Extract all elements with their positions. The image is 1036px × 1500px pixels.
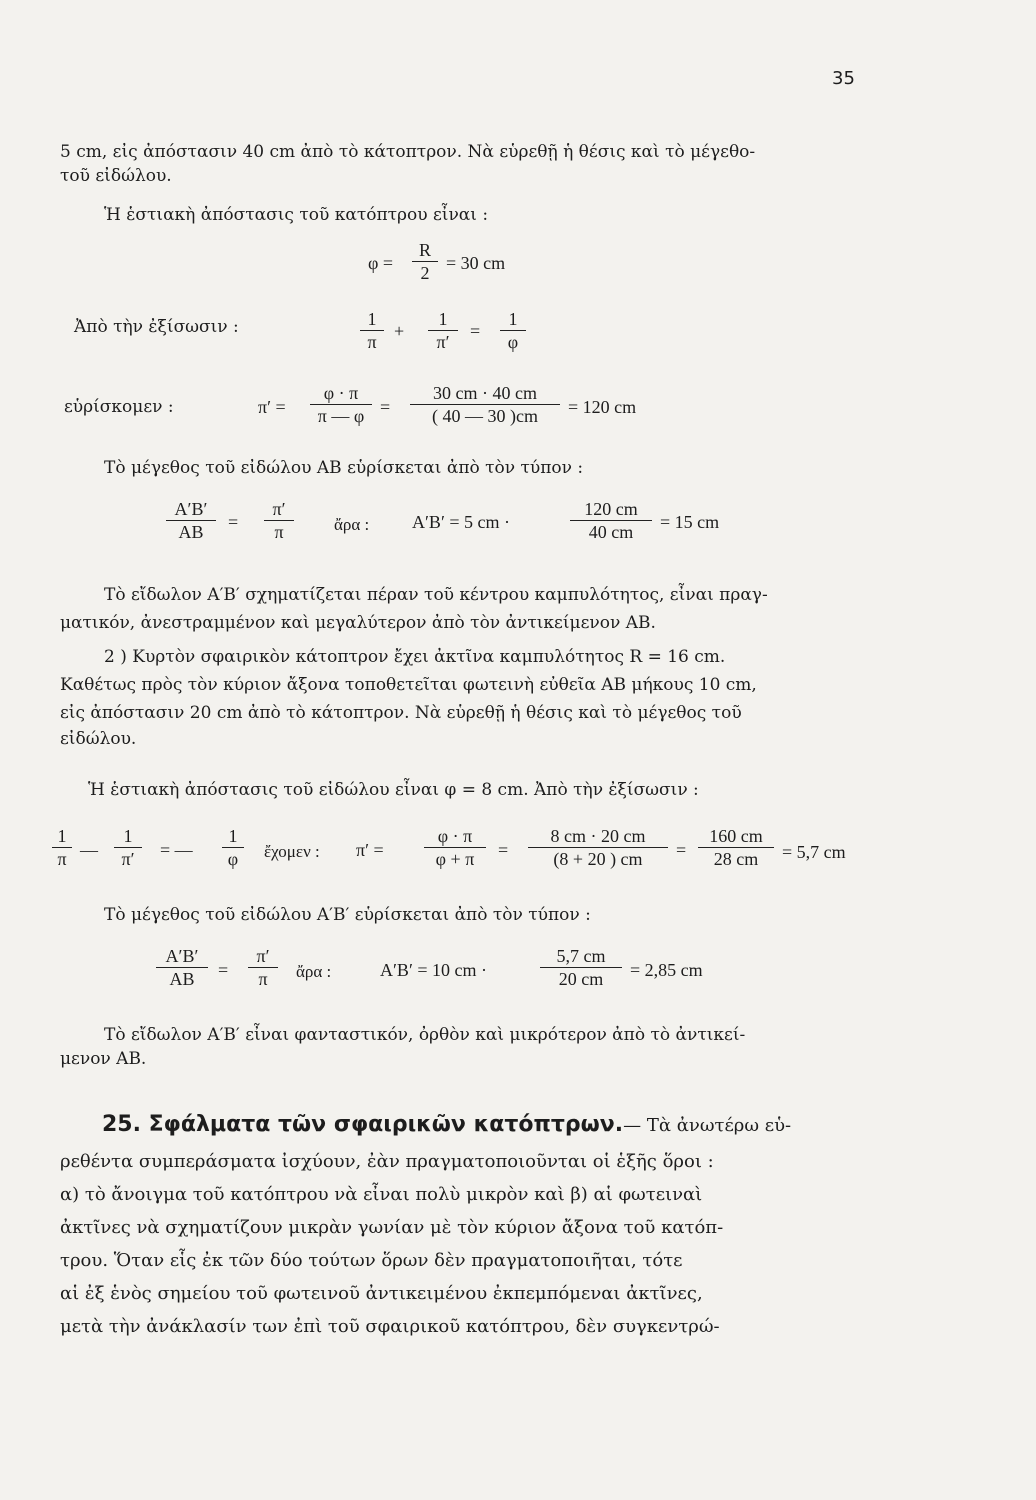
text-line: α) τὸ ἄνοιγμα τοῦ κατόπτρου νὰ εἶναι πολὺ μικρὸν καὶ β) αἱ φωτειναὶ	[60, 1184, 703, 1205]
text-line: Ἡ ἑστιακὴ ἀπόστασις τοῦ κατόπτρου εἶναι :	[104, 205, 489, 225]
eq-operator: =	[498, 840, 509, 860]
fraction-numerator: 120 cm	[570, 499, 652, 521]
fraction	[52, 826, 72, 869]
eq-operator: =	[470, 321, 481, 341]
text-line: μετὰ τὴν ἀνάκλασίν των ἐπὶ τοῦ σφαιρικοῦ κατόπτρου, δὲν συγκεντρώ-	[60, 1316, 720, 1337]
fraction-numerator: 30 cm · 40 cm	[410, 383, 560, 405]
fraction-numerator: 1	[222, 826, 244, 848]
text-line: 2 ) Κυρτὸν σφαιρικὸν κάτοπτρον ἔχει ἀκτῖνα καμπυλότητος R = 16 cm.	[104, 647, 726, 667]
text-line: Καθέτως πρὸς τὸν κύριον ἄξονα τοποθετεῖται φωτεινὴ εὐθεῖα ΑΒ μήκους 10 cm,	[60, 675, 757, 695]
fraction-numerator: 1	[500, 309, 526, 331]
fraction-denominator: π	[258, 969, 268, 989]
text-line: τρου. Ὅταν εἷς ἐκ τῶν δύο τούτων ὅρων δὲν πραγματοποιῆται, τότε	[60, 1250, 683, 1271]
fraction-denominator: π	[57, 849, 67, 869]
fraction-numerator: 1	[360, 309, 384, 331]
fraction-denominator: ΑΒ	[169, 969, 195, 989]
text-line: μενον ΑΒ.	[60, 1049, 147, 1069]
fraction	[310, 383, 372, 426]
text-ara: ἄρα :	[296, 962, 332, 981]
text-line: Ἀπὸ τὴν ἐξίσωσιν :	[74, 317, 239, 337]
eq-operator: —	[80, 840, 98, 860]
eq-operator: =	[218, 960, 229, 980]
fraction-numerator: φ · π	[424, 826, 486, 848]
fraction-denominator: π	[274, 522, 284, 542]
fraction-denominator: π — φ	[317, 406, 365, 426]
fraction	[698, 826, 774, 869]
text-line: Ἡ ἑστιακὴ ἀπόστασις τοῦ εἰδώλου εἶναι φ = 8 cm. Ἀπὸ τὴν ἐξίσωσιν :	[88, 780, 699, 800]
fraction-numerator: 160 cm	[698, 826, 774, 848]
eq-lhs: π′ =	[356, 840, 384, 860]
eq-lhs: φ =	[368, 253, 394, 273]
fraction	[222, 826, 244, 869]
eq-rhs: = 5,7 cm	[782, 842, 846, 862]
fraction-numerator: R	[412, 240, 438, 262]
fraction-denominator: 2	[420, 263, 430, 283]
fraction	[412, 240, 438, 283]
eq-rhs: = 30 cm	[446, 253, 506, 273]
fraction-numerator: π′	[264, 499, 294, 521]
text-line: εἰς ἀπόστασιν 20 cm ἀπὸ τὸ κάτοπτρον. Νὰ εὑρεθῇ ἡ θέσις καὶ τὸ μέγεθος τοῦ	[60, 703, 742, 723]
fraction	[360, 309, 384, 352]
fraction-denominator: π′	[121, 849, 135, 869]
section-first-line	[102, 1112, 791, 1139]
text-line: ρεθέντα συμπεράσματα ἰσχύουν, ἐὰν πραγματοποιοῦνται οἱ ἑξῆς ὅροι :	[60, 1151, 714, 1172]
text-line: ἀκτῖνες νὰ σχηματίζουν μικρὰν γωνίαν μὲ τὸν κύριον ἄξονα τοῦ κατόπ-	[60, 1217, 724, 1238]
text-line: τοῦ εἰδώλου.	[60, 166, 172, 186]
text-line: Τὸ μέγεθος τοῦ εἰδώλου Α′Β′ εὑρίσκεται ἀπὸ τὸν τύπον :	[104, 905, 591, 925]
fraction-denominator: π	[367, 332, 377, 352]
eq-rhs: = 15 cm	[660, 512, 720, 532]
fraction-denominator: 40 cm	[588, 522, 634, 542]
fraction	[540, 946, 622, 989]
text-line: αἱ ἐξ ἑνὸς σημείου τοῦ φωτεινοῦ ἀντικειμένου ἐκπεμπόμεναι ἀκτῖνες,	[60, 1283, 703, 1304]
text-line: εὑρίσκομεν :	[64, 397, 174, 417]
text-line: Τὸ εἴδωλον Α′Β′ εἶναι φανταστικόν, ὀρθὸν καὶ μικρότερον ἀπὸ τὸ ἀντικεί-	[104, 1025, 746, 1045]
page-number: 35	[832, 68, 855, 89]
text-ara: ἄρα :	[334, 515, 370, 534]
section-heading: 25. Σφάλματα τῶν σφαιρικῶν κατόπτρων.	[102, 1112, 624, 1137]
fraction-numerator: π′	[248, 946, 278, 968]
fraction-denominator: π′	[436, 332, 450, 352]
fraction-numerator: φ · π	[310, 383, 372, 405]
fraction-numerator: 5,7 cm	[540, 946, 622, 968]
eq-operator: =	[228, 512, 239, 532]
eq-operator: =	[380, 397, 391, 417]
fraction-denominator: ΑΒ	[178, 522, 204, 542]
eq-rhs: = 2,85 cm	[630, 960, 703, 980]
fraction-denominator: φ	[507, 332, 519, 352]
eq-operator: =	[676, 840, 687, 860]
text-line: 5 cm, εἰς ἀπόστασιν 40 cm ἀπὸ τὸ κάτοπτρον. Νὰ εὑρεθῇ ἡ θέσις καὶ τὸ μέγεθο-	[60, 142, 756, 162]
eq-operator: = —	[160, 840, 193, 860]
text-line: Τὸ εἴδωλον Α′Β′ σχηματίζεται πέραν τοῦ κέντρου καμπυλότητος, εἶναι πραγ-	[104, 585, 768, 605]
text-line: ματικόν, ἀνεστραμμένον καὶ μεγαλύτερον ἀπὸ τὸν ἀντικείμενον ΑΒ.	[60, 613, 656, 633]
eq-rhs: = 120 cm	[568, 397, 637, 417]
text-fragment: — Τὰ ἀνωτέρω εὑ-	[623, 1115, 792, 1136]
fraction-denominator: 28 cm	[713, 849, 759, 869]
fraction	[528, 826, 668, 869]
text-line: Τὸ μέγεθος τοῦ εἰδώλου ΑΒ εὑρίσκεται ἀπὸ τὸν τύπον :	[104, 458, 584, 478]
eq-lhs: π′ =	[258, 397, 286, 417]
fraction-denominator: 20 cm	[558, 969, 604, 989]
eq-operator: +	[394, 321, 405, 341]
text-line: εἰδώλου.	[60, 729, 137, 749]
text-exomen: ἔχομεν :	[264, 842, 320, 861]
fraction	[156, 946, 208, 989]
fraction	[166, 499, 216, 542]
fraction	[500, 309, 526, 352]
fraction-numerator: 1	[52, 826, 72, 848]
eq-mid: Α′Β′ = 5 cm ·	[412, 512, 511, 532]
fraction	[570, 499, 652, 542]
fraction-numerator: 1	[114, 826, 142, 848]
fraction-denominator: φ + π	[435, 849, 475, 869]
fraction	[264, 499, 294, 542]
fraction	[424, 826, 486, 869]
fraction	[428, 309, 458, 352]
eq-mid: Α′Β′ = 10 cm ·	[380, 960, 488, 980]
fraction-numerator: Α′Β′	[156, 946, 208, 968]
fraction	[114, 826, 142, 869]
fraction	[410, 383, 560, 426]
fraction-numerator: 1	[428, 309, 458, 331]
fraction-denominator: ( 40 — 30 )cm	[432, 406, 538, 426]
fraction-denominator: φ	[227, 849, 239, 869]
fraction-denominator: (8 + 20 ) cm	[553, 849, 643, 869]
fraction-numerator: 8 cm · 20 cm	[528, 826, 668, 848]
fraction	[248, 946, 278, 989]
fraction-numerator: Α′Β′	[166, 499, 216, 521]
